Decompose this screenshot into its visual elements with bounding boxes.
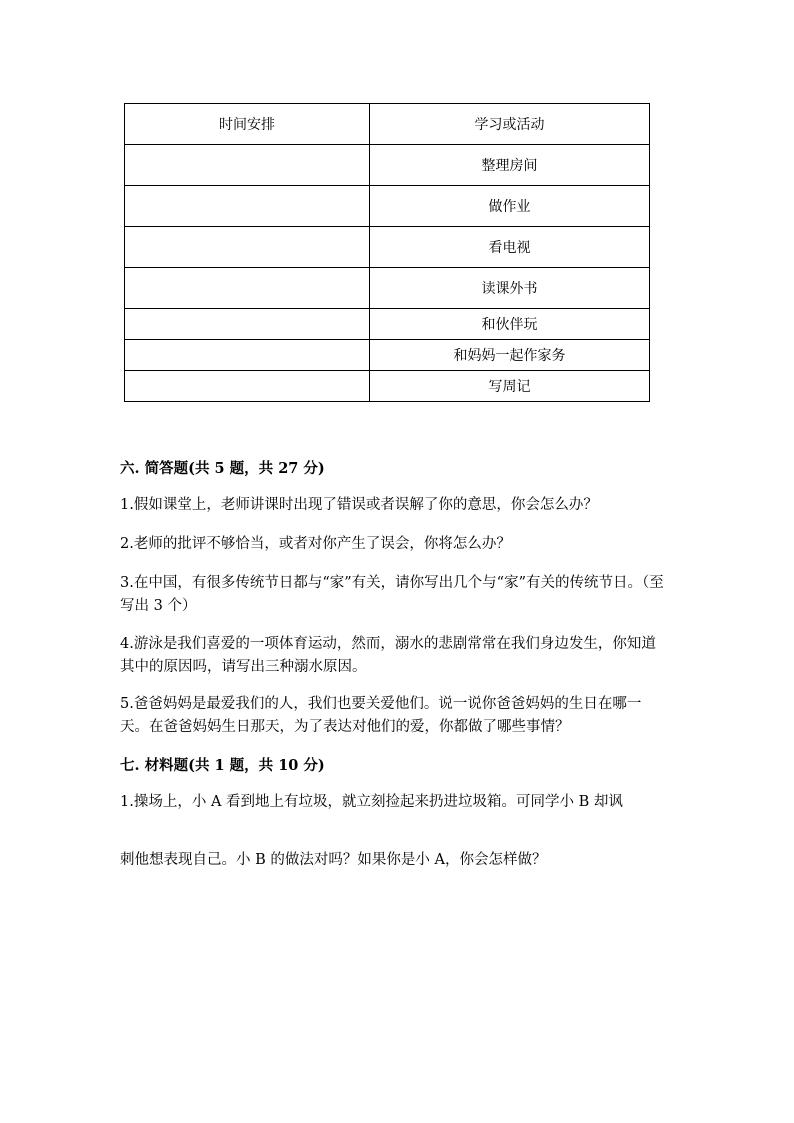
table-row [125, 340, 650, 371]
time-cell[interactable] [125, 145, 370, 186]
question-6-4: 4.游泳是我们喜爱的一项体育运动，然而，溺水的悲剧常常在我们身边发生，你知道其中的原因吗，请写出三种溺水原因。 [120, 636, 656, 675]
table-row [125, 309, 650, 340]
table-row [125, 227, 650, 268]
section-6-heading: 六. 简答题(共 5 题，共 27 分) [120, 460, 325, 477]
question-7-1-line-1: 1.操场上，小 A 看到地上有垃圾，就立刻捡起来扔进垃圾箱。可同学小 B 却讽 [120, 794, 623, 810]
question-6-3: 3.在中国，有很多传统节日都与“家”有关，请你写出几个与“家”有关的传统节日。（至写出 3 个） [120, 575, 664, 614]
activity-cell: 做作业 [370, 186, 650, 227]
activity-cell: 读课外书 [370, 268, 650, 309]
activity-cell: 整理房间 [370, 145, 650, 186]
question-6-5: 5.爸爸妈妈是最爱我们的人，我们也要关爱他们。说一说你爸爸妈妈的生日在哪一天。在爸爸妈妈生日那天，为了表达对他们的爱，你都做了哪些事情？ [120, 696, 642, 735]
question-7-1-line-2: 刺他想表现自己。小 B 的做法对吗？如果你是小 A，你会怎样做？ [120, 852, 547, 868]
table-row [125, 371, 650, 402]
time-cell[interactable] [125, 227, 370, 268]
activity-cell: 和妈妈一起作家务 [370, 340, 650, 371]
activity-cell: 和伙伴玩 [370, 309, 650, 340]
section-7-heading: 七. 材料题(共 1 题，共 10 分) [120, 757, 325, 774]
question-6-2: 2.老师的批评不够恰当，或者对你产生了误会，你将怎么办？ [120, 536, 511, 552]
time-cell[interactable] [125, 268, 370, 309]
time-cell[interactable] [125, 186, 370, 227]
time-cell[interactable] [125, 371, 370, 402]
activity-cell: 看电视 [370, 227, 650, 268]
activity-cell: 写周记 [370, 371, 650, 402]
table-row [125, 268, 650, 309]
table-row [125, 145, 650, 186]
table-row [125, 186, 650, 227]
time-cell[interactable] [125, 309, 370, 340]
table-header-row [125, 104, 650, 145]
time-cell[interactable] [125, 340, 370, 371]
header-activity: 学习或活动 [370, 104, 650, 145]
schedule-table [124, 103, 650, 402]
header-time: 时间安排 [125, 104, 370, 145]
question-6-1: 1.假如课堂上，老师讲课时出现了错误或者误解了你的意思，你会怎么办？ [120, 497, 598, 513]
